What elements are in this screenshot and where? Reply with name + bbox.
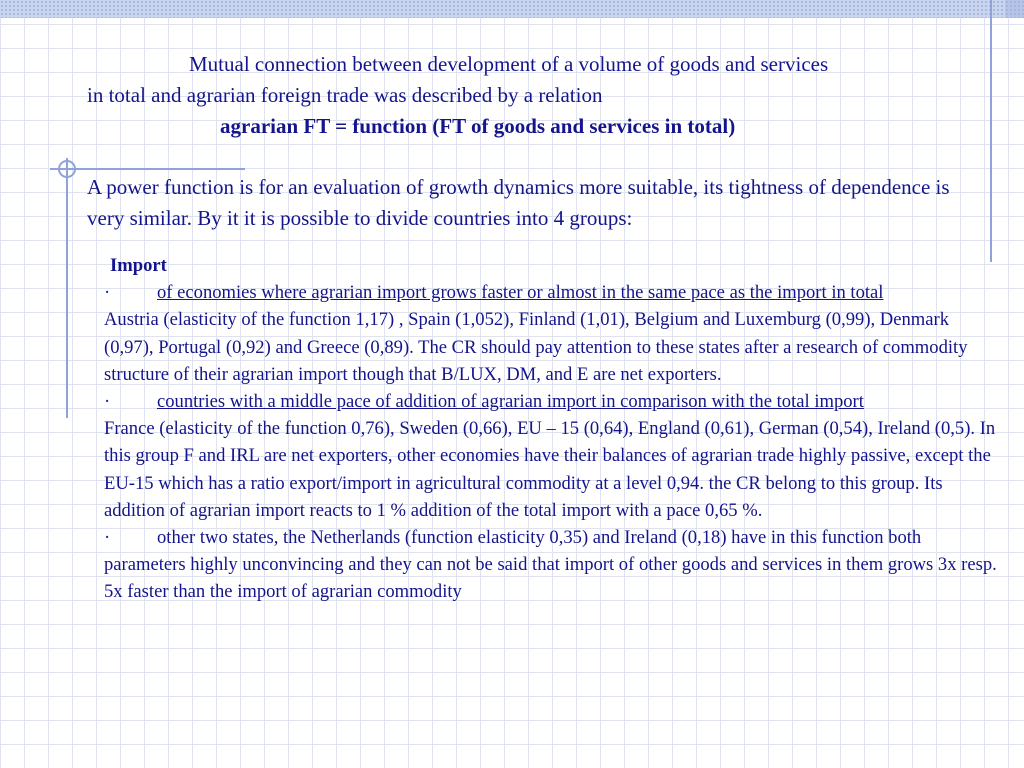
decor-circle <box>58 160 76 178</box>
group-2-title-row <box>104 388 1000 415</box>
bullet-icon: · <box>104 527 111 549</box>
group-1-title: of economies where agrarian import grows faster or almost in the same pace as the import in total <box>157 282 884 304</box>
group-1-title-row <box>104 279 1000 306</box>
right-decor-line <box>990 0 992 262</box>
intro-line-1: Mutual connection between development of a volume of goods and services <box>189 52 829 76</box>
group-1-text: Austria (elasticity of the function 1,17) , Spain (1,052), Finland (1,01), Belgium and Luxemburg (0,99), Denmark (0,97), Portugal (0,92) and Greece (0,89). The CR should pay attention to these states after a research of commodity structure of their agrarian import though that B/LUX, DM, and E are net exporters. <box>104 309 968 385</box>
left-decor-line <box>66 158 68 418</box>
group-2-text: France (elasticity of the function 0,76), Sweden (0,66), EU – 15 (0,64), England (0,61), German (0,54), Ireland (0,5). In this group F and IRL are net exporters, other economies have their balances of agrarian trade highly passive, except the EU-15 which has a ratio export/import in agricultural commodity at a level 0,94. the CR belong to this group. Its addition of agrarian import reacts to 1 % addition of the total import with a pace 0,65 %. <box>104 418 996 521</box>
top-decor-band-corner <box>1005 0 1024 18</box>
bullet-icon: · <box>104 282 111 304</box>
import-section <box>104 252 1000 606</box>
group-3-row <box>104 524 1000 606</box>
relation-formula: agrarian FT = function (FT of goods and services in total) <box>220 114 736 138</box>
top-decor-band <box>0 0 1005 18</box>
bullet-icon: · <box>104 391 111 413</box>
intro-paragraph <box>87 49 987 142</box>
import-heading: Import <box>110 255 167 276</box>
group-3-text: other two states, the Netherlands (function elasticity 0,35) and Ireland (0,18) have in this function both parameters highly unconvincing and they can not be said that import of other goods and services in them grows 3x resp. 5x faster than the import of agrarian commodity <box>104 527 997 603</box>
left-decor-rule <box>50 168 245 170</box>
power-function-paragraph: A power function is for an evaluation of growth dynamics more suitable, its tightness of dependence is very similar. By it it is possible to divide countries into 4 groups: <box>87 175 950 230</box>
group-2-title: countries with a middle pace of addition of agrarian import in comparison with the total import <box>157 391 864 413</box>
intro-line-2: in total and agrarian foreign trade was described by a relation <box>87 83 603 107</box>
